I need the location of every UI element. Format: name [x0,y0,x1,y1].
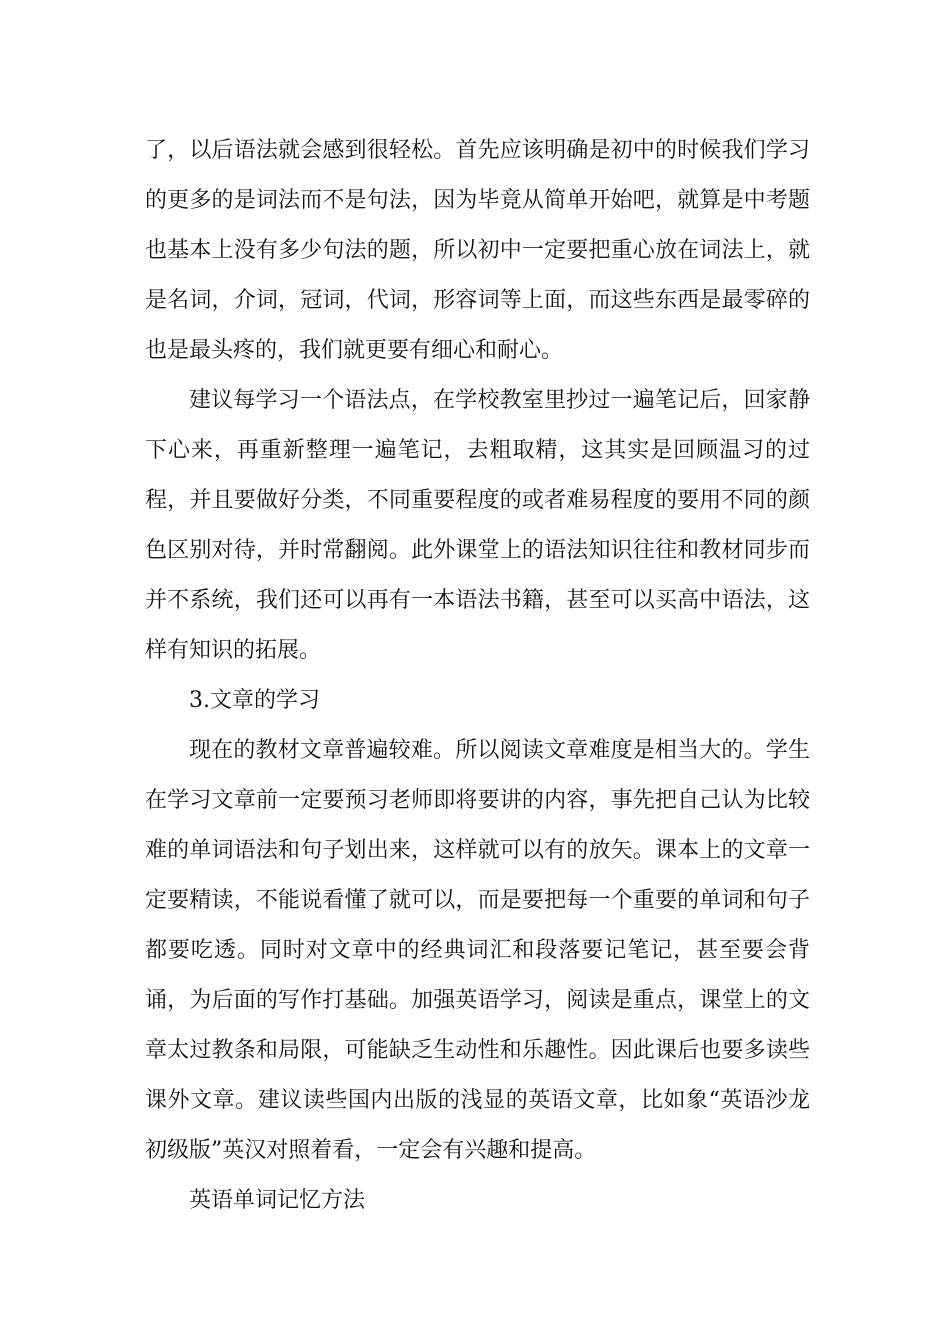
paragraph-article-study: 现在的教材文章普遍较难。所以阅读文章难度是相当大的。学生在学习文章前一定要预习老师即将要讲的内容，事先把自己认为比较难的单词语法和句子划出来，这样就可以有的放矢。课本上的文章一定要精读，不能说看懂了就可以，而是要把每一个重要的单词和句子都要吃透。同时对文章中的经典词汇和段落要记笔记，甚至要会背诵，为后面的写作打基础。加强英语学习，阅读是重点，课堂上的文章太过教条和局限，可能缺乏生动性和乐趣性。因此课后也要多读些课外文章。建议读些国内出版的浅显的英语文章，比如象“英语沙龙初级版”英汉对照着看，一定会有兴趣和提高。 [145,738,810,1163]
section-heading-article-study: 3.文章的学习 [189,688,320,713]
document-body [145,126,810,1226]
paragraph-grammar-notes: 建议每学习一个语法点，在学校教室里抄过一遍笔记后，回家静下心来，再重新整理一遍笔记，去粗取精，这其实是回顾温习的过程，并且要做好分类，不同重要程度的或者难易程度的要用不同的颜色区别对待，并时常翻阅。此外课堂上的语法知识往往和教材同步而并不系统，我们还可以再有一本语法书籍，甚至可以买高中语法，这样有知识的拓展。 [145,388,810,663]
paragraph-continuation: 了，以后语法就会感到很轻松。首先应该明确是初中的时候我们学习的更多的是词法而不是句法，因为毕竟从简单开始吧，就算是中考题也基本上没有多少句法的题，所以初中一定要把重心放在词法上，就是名词，介词，冠词，代词，形容词等上面，而这些东西是最零碎的也是最头疼的，我们就更要有细心和耐心。 [145,138,810,363]
section-heading-vocabulary-memory: 英语单词记忆方法 [189,1188,366,1213]
